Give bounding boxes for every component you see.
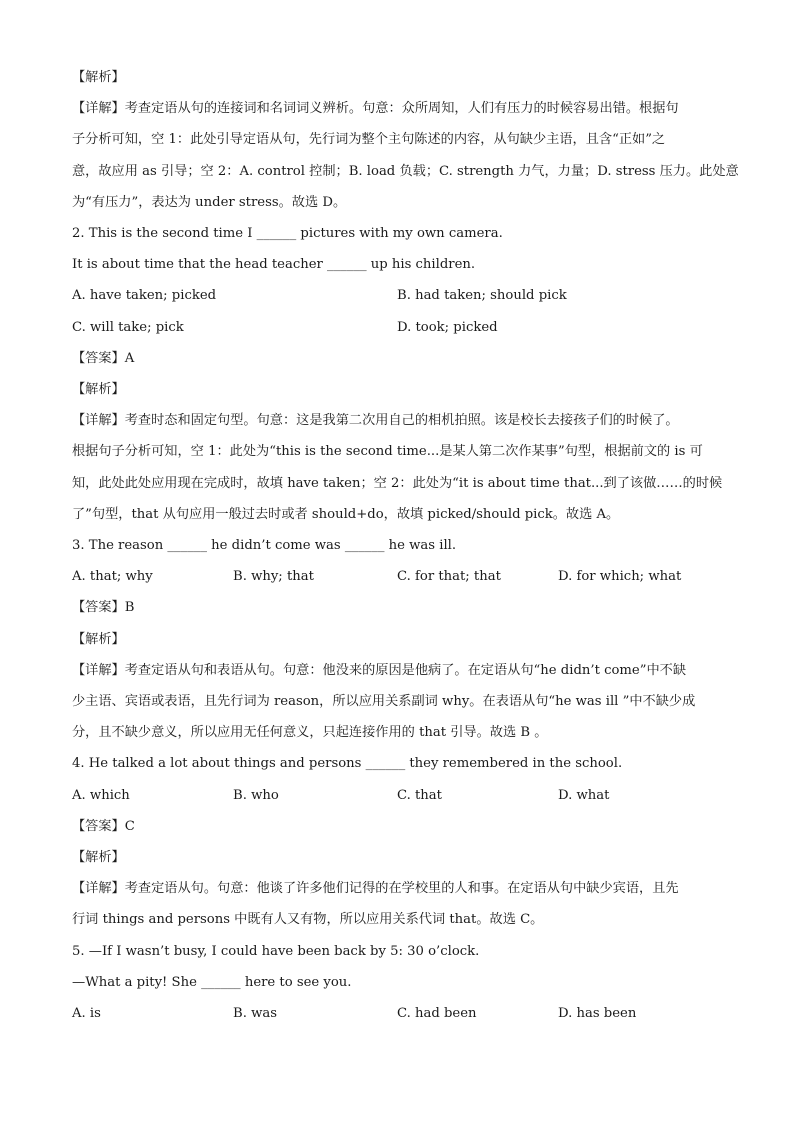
text-line: 3. The reason ______ he didn’t come was ______ he was ill.	[72, 538, 457, 554]
text-line: 了”句型，that 从句应用一般过去时或者 should+do，故填 picked/should pick。故选 A。	[72, 506, 620, 522]
answer-options	[72, 998, 722, 1029]
option-c: C. for that; that	[397, 569, 501, 585]
option-a: A. have taken; picked	[72, 288, 217, 304]
answer-options	[72, 561, 722, 592]
option-a: A. that; why	[72, 569, 153, 585]
text-line: 【解析】	[72, 850, 125, 866]
text-line: 5. —If I wasn’t busy, I could have been back by 5: 30 o’clock.	[72, 943, 480, 959]
text-line: 【解析】	[72, 631, 125, 647]
option-c: C. had been	[397, 1006, 477, 1022]
option-b: B. why; that	[233, 569, 314, 585]
text-line: 分，且不缺少意义，所以应用无任何意义，只起连接作用的 that 引导。故选 B 。	[72, 725, 548, 741]
option-b: B. who	[233, 787, 279, 803]
option-d: D. has been	[558, 1006, 637, 1022]
text-line: 行词 things and persons 中既有人又有物，所以应用关系代词 that。故选 C。	[72, 912, 544, 928]
answer-options	[72, 312, 722, 343]
text-line: It is about time that the head teacher ______ up his children.	[72, 257, 476, 273]
option-d: D. what	[558, 787, 610, 803]
text-line: 2. This is the second time I ______ pictures with my own camera.	[72, 226, 503, 242]
answer-options	[72, 280, 722, 311]
option-b: B. was	[233, 1006, 277, 1022]
text-line: —What a pity! She ______ here to see you.	[72, 974, 352, 990]
option-b: D. took; picked	[397, 319, 498, 335]
option-a: A. which	[72, 787, 130, 803]
text-line: 子分析可知，空 1：此处引导定语从句，先行词为整个主句陈述的内容，从句缺少主语，且含“正如”之	[72, 132, 666, 148]
document-page	[72, 62, 739, 1029]
text-line: 【详解】考查定语从句和表语从句。句意：他没来的原因是他病了。在定语从句“he didn’t come”中不缺	[72, 662, 687, 678]
text-line: 【详解】考查时态和固定句型。句意：这是我第二次用自己的相机拍照。该是校长去接孩子们的时候了。	[72, 413, 679, 429]
text-line: 意，故应用 as 引导；空 2：A. control 控制；B. load 负载；C. strength 力气，力量；D. stress 压力。此处意	[72, 163, 739, 179]
option-d: D. for which; what	[558, 569, 682, 585]
text-line: 知，此处此处应用现在完成时，故填 have taken；空 2：此处为“it is about time that...到了该做……的时候	[72, 475, 723, 491]
text-line: 根据句子分析可知，空 1：此处为“this is the second time...是某人第二次作某事”句型，根据前文的 is 可	[72, 444, 703, 460]
text-line: 【答案】B	[72, 600, 135, 616]
answer-options	[72, 780, 722, 811]
option-c: C. that	[397, 787, 442, 803]
text-line: 为“有压力”，表达为 under stress。故选 D。	[72, 194, 347, 210]
text-line: 少主语、宾语或表语，且先行词为 reason，所以应用关系副词 why。在表语从句“he was ill ”中不缺少成	[72, 694, 696, 710]
text-line: 【详解】考查定语从句的连接词和名词词义辨析。句意：众所周知，人们有压力的时候容易出错。根据句	[72, 101, 679, 117]
text-line: 【答案】A	[72, 350, 135, 366]
option-b: B. had taken; should pick	[397, 288, 567, 304]
text-line: 4. He talked a lot about things and persons ______ they remembered in the school.	[72, 756, 623, 772]
option-a: C. will take; pick	[72, 319, 184, 335]
text-line: 【详解】考查定语从句。句意：他谈了许多他们记得的在学校里的人和事。在定语从句中缺少宾语，且先	[72, 881, 679, 897]
option-a: A. is	[72, 1006, 101, 1022]
text-line: 【答案】C	[72, 818, 135, 834]
text-line: 【解析】	[72, 70, 125, 85]
text-line: 【解析】	[72, 382, 125, 397]
